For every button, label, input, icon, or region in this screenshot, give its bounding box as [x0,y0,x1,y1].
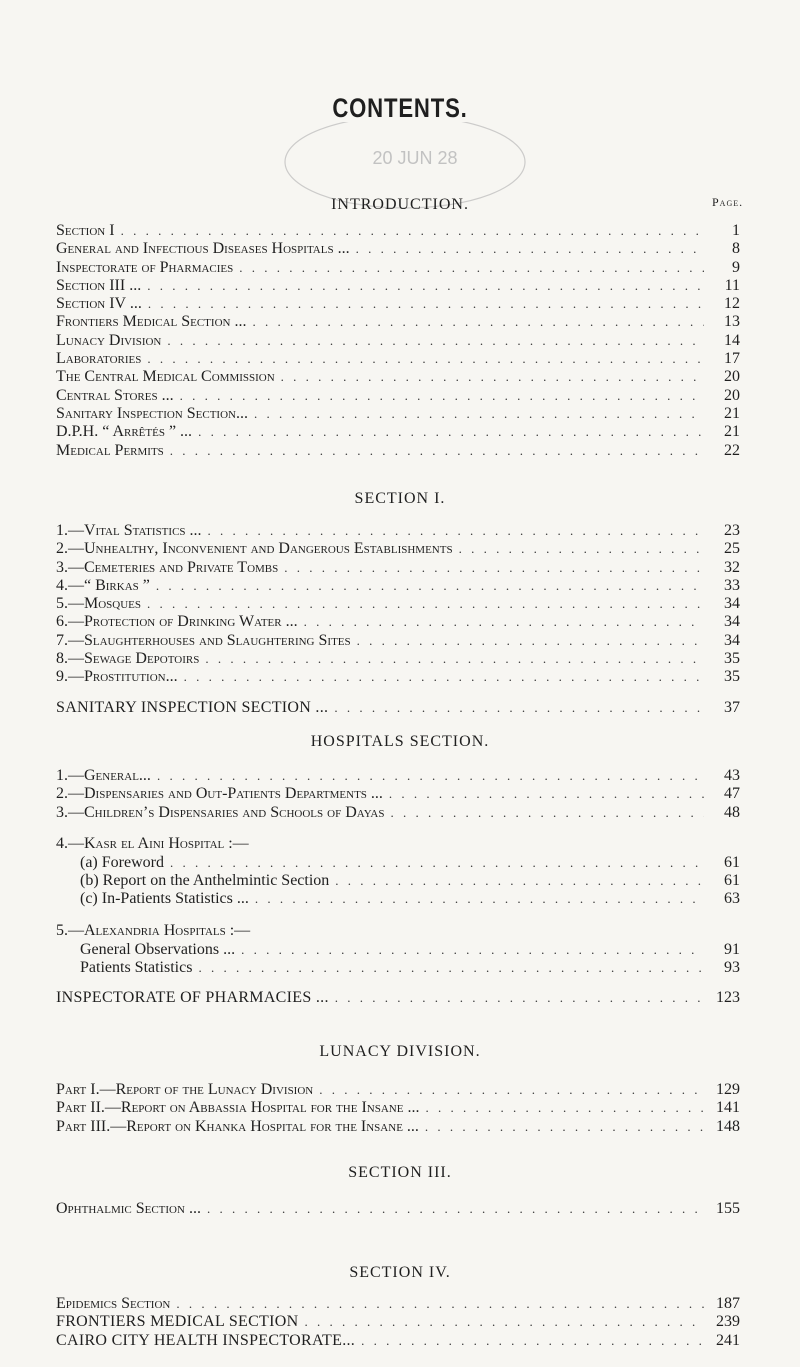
toc-entry[interactable]: 9.—Prostitution... . . . 35 [56,668,740,686]
toc-entry[interactable]: CAIRO CITY HEALTH INSPECTORATE... . . . 241 [56,1332,740,1350]
leader-dots [425,1100,704,1116]
leader-dots [147,278,704,294]
toc-entry[interactable]: 8.—Sewage Depotoirs . . . 35 [56,650,740,668]
leader-dots [252,314,704,330]
lunacy-heading: LUNACY DIVISION. [319,1043,481,1060]
leader-dots [459,541,704,557]
toc-entry[interactable]: The Central Medical Commission . . . 20 [56,368,740,386]
leader-dots [176,1296,704,1312]
toc-entry[interactable]: Part I.—Report of the Lunacy Division . . . 129 [56,1081,740,1099]
hospitals-heading: HOSPITALS SECTION. [310,733,490,750]
page-column-label: Page. [712,195,744,209]
leader-dots [356,241,704,257]
introduction-heading: INTRODUCTION. [331,196,469,213]
toc-entry[interactable]: 2.—Dispensaries and Out-Patients Departments ... . . . 47 [56,785,740,803]
section-3-heading: SECTION III. [348,1164,452,1181]
toc-entry[interactable]: Sanitary Inspection Section... . . . 21 [56,405,740,423]
leader-dots [170,855,704,871]
leader-dots [389,786,704,802]
toc-entry[interactable]: SANITARY INSPECTION SECTION ... . . . 37 [56,699,740,717]
leader-dots [390,805,704,821]
toc-entry[interactable]: Section I . . . 1 [56,222,740,240]
toc-entry[interactable]: Part II.—Report on Abbassia Hospital for the Insane ... . . . 141 [56,1099,740,1117]
leader-dots [184,669,704,685]
hospitals-list [56,767,740,1008]
toc-entry[interactable]: General Observations ... . . . 91 [56,941,740,959]
toc-entry[interactable]: 3.—Children’s Dispensaries and Schools of Dayas . . . 48 [56,804,740,822]
leader-dots [304,1314,704,1330]
leader-dots [207,1201,704,1217]
leader-dots [255,891,704,907]
toc-entry[interactable]: (c) In-Patients Statistics ... . . . 63 [56,890,740,908]
toc-entry[interactable]: Frontiers Medical Section ... . . . 13 [56,313,740,331]
leader-dots [157,768,704,784]
section-4-list [56,1295,740,1350]
toc-entry[interactable]: Epidemics Section . . . 187 [56,1295,740,1313]
toc-entry[interactable]: 6.—Protection of Drinking Water ... . . . 34 [56,613,740,631]
leader-dots [335,990,704,1006]
alexandria-hospitals-title: 5.—Alexandria Hospitals :— [56,921,251,939]
toc-entry[interactable]: (a) Foreword . . . 61 [56,854,740,872]
toc-entry[interactable]: 4.—“ Birkas ” . . . 33 [56,577,740,595]
leader-dots [148,296,704,312]
toc-entry[interactable]: Lunacy Division . . . 14 [56,332,740,350]
leader-dots [170,443,704,459]
leader-dots [167,333,704,349]
leader-dots [241,942,704,958]
toc-entry[interactable]: Patients Statistics . . . 93 [56,959,740,977]
leader-dots [198,424,704,440]
page-title: CONTENTS. [332,93,468,123]
leader-dots [425,1119,704,1135]
toc-entry[interactable]: Part III.—Report on Khanka Hospital for the Insane ... . . . 148 [56,1118,740,1136]
leader-dots [361,1333,704,1349]
leader-dots [304,614,704,630]
leader-dots [147,596,704,612]
leader-dots [334,700,704,716]
toc-entry[interactable]: Central Stores ... . . . 20 [56,387,740,405]
section-1-heading: SECTION I. [354,490,446,507]
leader-dots [284,560,704,576]
introduction-list [56,222,740,460]
section-3-list [56,1200,740,1218]
toc-entry[interactable]: 2.—Unhealthy, Inconvenient and Dangerous Establishments . . . 25 [56,540,740,558]
section-1-list [56,522,740,717]
toc-entry[interactable]: 7.—Slaughterhouses and Slaughtering Sites . . . 34 [56,632,740,650]
toc-entry[interactable]: Ophthalmic Section ... . . . 155 [56,1200,740,1218]
stamp-date: 20 JUN 28 [372,148,458,168]
leader-dots [208,523,704,539]
toc-entry[interactable]: Section III ... . . . 11 [56,277,740,295]
leader-dots [147,351,704,367]
toc-entry[interactable]: Laboratories . . . 17 [56,350,740,368]
leader-dots [156,578,704,594]
toc-entry[interactable]: INSPECTORATE OF PHARMACIES ... . . . 123 [56,989,740,1007]
toc-entry[interactable]: 1.—Vital Statistics ... . . . 23 [56,522,740,540]
leader-dots [254,406,704,422]
toc-entry[interactable]: D.P.H. “ Arrêtés ” ... . . . 21 [56,423,740,441]
leader-dots [198,960,704,976]
toc-entry[interactable]: Section IV ... . . . 12 [56,295,740,313]
kasr-el-aini-title: 4.—Kasr el Aini Hospital :— [56,834,249,852]
leader-dots [335,873,704,889]
leader-dots [281,369,704,385]
toc-entry[interactable]: 5.—Mosques . . . 34 [56,595,740,613]
leader-dots [357,633,704,649]
leader-dots [205,651,704,667]
toc-entry[interactable]: FRONTIERS MEDICAL SECTION . . . 239 [56,1313,740,1331]
section-4-heading: SECTION IV. [349,1264,451,1281]
toc-entry[interactable]: (b) Report on the Anthelmintic Section . . . 61 [56,872,740,890]
lunacy-list [56,1081,740,1136]
toc-entry[interactable]: Inspectorate of Pharmacies . . . 9 [56,259,740,277]
toc-entry[interactable]: Medical Permits . . . 22 [56,442,740,460]
leader-dots [239,260,704,276]
toc-entry[interactable]: 1.—General... . . . 43 [56,767,740,785]
toc-entry[interactable]: 3.—Cemeteries and Private Tombs . . . 32 [56,559,740,577]
leader-dots [319,1082,704,1098]
leader-dots [121,223,704,239]
leader-dots [180,388,704,404]
toc-entry[interactable]: General and Infectious Diseases Hospitals ... . . . 8 [56,240,740,258]
